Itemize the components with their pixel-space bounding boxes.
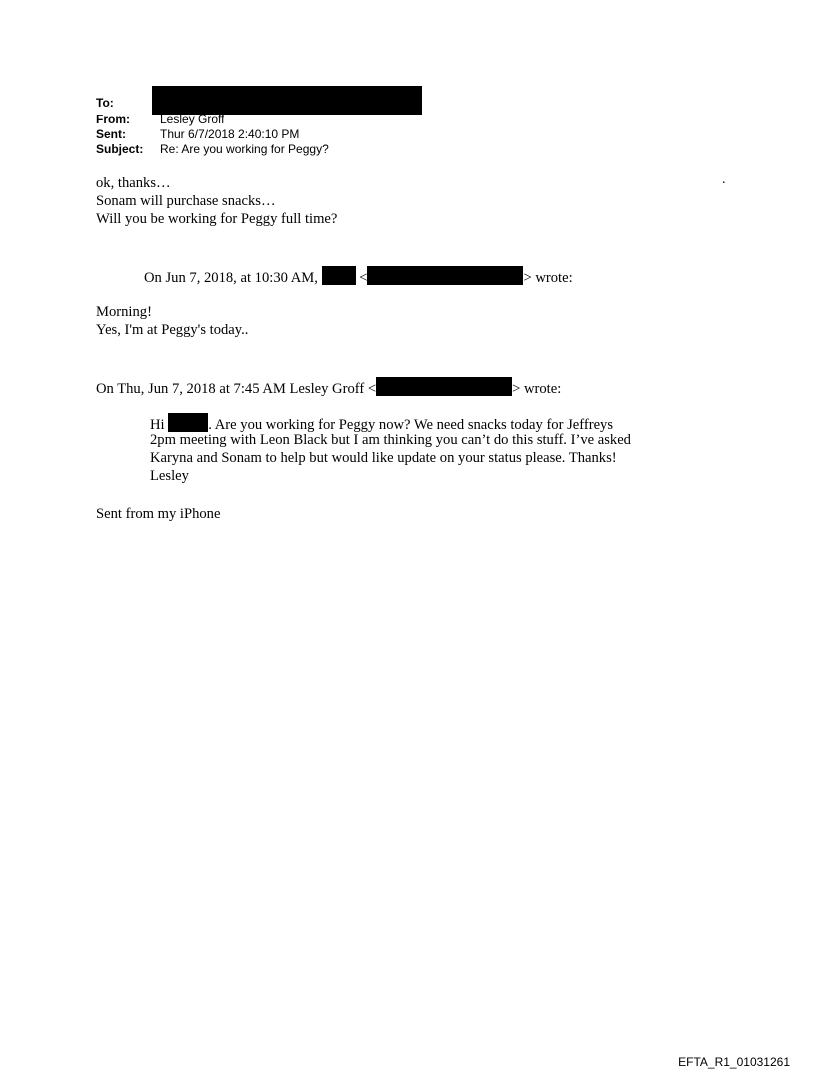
from-value: Lesley Groff	[160, 115, 225, 126]
sent-value: Thur 6/7/2018 2:40:10 PM	[160, 127, 300, 141]
quote1-attribution	[144, 266, 573, 287]
sent-from-signature: Sent from my iPhone	[96, 506, 221, 522]
redaction-box	[376, 377, 512, 396]
redaction-box	[322, 266, 356, 285]
attribution-suffix: > wrote:	[523, 270, 573, 286]
quote1-line: Yes, I'm at Peggy's today..	[96, 322, 249, 338]
bates-number: EFTA_R1_01031261	[678, 1055, 790, 1069]
subject-value: Re: Are you working for Peggy?	[160, 142, 329, 156]
attribution-suffix: > wrote:	[512, 381, 562, 397]
subject-label: Subject:	[96, 142, 144, 156]
stray-mark: .	[722, 172, 726, 187]
greeting: Hi	[150, 417, 165, 433]
quote2-line: Karyna and Sonam to help but would like update on your status please. Thanks!	[150, 450, 617, 466]
body-line: Sonam will purchase snacks…	[96, 193, 276, 209]
to-label: To:	[96, 96, 114, 110]
from-label: From:	[96, 115, 130, 126]
quote2-attribution	[96, 377, 561, 398]
quote2-text: . Are you working for Peggy now? We need snacks today for Jeffreys	[208, 417, 614, 433]
redaction-box	[168, 413, 208, 432]
redaction-box	[367, 266, 523, 285]
sent-label: Sent:	[96, 127, 126, 141]
to-row	[96, 97, 160, 110]
body-line: ok, thanks…	[96, 175, 171, 191]
subject-row	[96, 143, 329, 156]
attribution-prefix: On Jun 7, 2018, at 10:30 AM,	[144, 270, 318, 286]
attribution-lt: <	[359, 270, 368, 286]
quote2-line: 2pm meeting with Leon Black but I am thinking you can’t do this stuff. I’ve asked	[150, 432, 631, 448]
attribution-prefix: On Thu, Jun 7, 2018 at 7:45 AM Lesley Groff <	[96, 381, 377, 397]
from-row	[96, 115, 224, 126]
quote1-line: Morning!	[96, 304, 152, 320]
body-line: Will you be working for Peggy full time?	[96, 211, 338, 227]
sent-row	[96, 128, 299, 141]
quote2-signature: Lesley	[150, 468, 189, 484]
redaction-box	[152, 86, 422, 115]
